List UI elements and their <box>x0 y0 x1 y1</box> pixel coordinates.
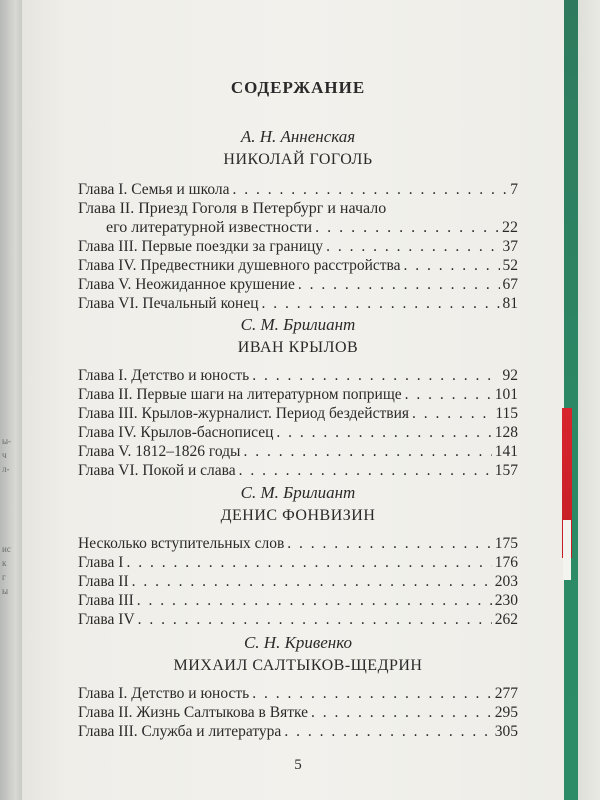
facing-page-fragment: ч <box>2 450 7 460</box>
leader-dots <box>138 610 492 629</box>
facing-page-fragment: ы <box>2 586 9 596</box>
toc-entry-page: 141 <box>494 443 518 460</box>
toc-entry[interactable] <box>78 237 518 256</box>
toc-entry-page: 52 <box>502 257 518 274</box>
toc-entry-page: 7 <box>510 181 518 198</box>
toc-entry[interactable] <box>78 684 518 703</box>
toc-entry-label: Глава VI. Печальный конец <box>78 295 259 312</box>
toc-entry[interactable] <box>78 442 518 461</box>
toc-entry-page: 175 <box>494 535 518 552</box>
toc-entry[interactable] <box>78 385 518 404</box>
leader-dots <box>276 423 491 442</box>
toc-entry[interactable] <box>78 534 518 553</box>
leader-dots <box>412 404 492 423</box>
toc-entry-label: Глава II. Приезд Гоголя в Петербург и начало <box>78 200 387 217</box>
toc-entry-page: 67 <box>502 276 518 293</box>
section-book-title: НИКОЛАЙ ГОГОЛЬ <box>223 151 373 168</box>
toc-entry[interactable] <box>78 404 518 423</box>
toc-entry-label: Глава III <box>78 592 134 609</box>
facing-page-fragment: к <box>2 558 7 568</box>
facing-page-fragment: г <box>2 572 6 582</box>
leader-dots <box>404 256 500 275</box>
toc-entry[interactable] <box>78 423 518 442</box>
facing-page-fragment: ы- <box>2 436 12 446</box>
leader-dots <box>252 684 492 703</box>
leader-dots <box>311 703 492 722</box>
toc-entry-page: 305 <box>494 723 518 740</box>
leader-dots <box>252 366 499 385</box>
section-book-title: МИХАИЛ САЛТЫКОВ-ЩЕДРИН <box>173 657 423 674</box>
toc-entry[interactable] <box>78 553 518 572</box>
toc-entry-page: 277 <box>494 685 518 702</box>
leader-dots <box>262 294 500 313</box>
toc-entry[interactable] <box>78 591 518 610</box>
page-number: 5 <box>294 757 302 773</box>
toc-entry[interactable] <box>78 461 518 480</box>
toc-entry[interactable] <box>78 722 518 741</box>
leader-dots <box>137 591 492 610</box>
toc-entry-label: Глава II. Первые шаги на литературном поприще <box>78 386 402 403</box>
toc-entry-label: Глава III. Первые поездки за границу <box>78 238 324 255</box>
facing-page-edge <box>0 0 22 800</box>
toc-entry-label: Глава I. Семья и школа <box>78 181 230 198</box>
toc-entry-label: Глава VI. Покой и слава <box>78 462 236 479</box>
toc-entry-page: 203 <box>494 573 518 590</box>
toc-entry[interactable] <box>78 610 518 629</box>
toc-entry-page: 81 <box>502 295 518 312</box>
section-author: С. М. Брилиант <box>240 483 356 502</box>
toc-entry-label: Несколько вступительных слов <box>78 535 285 552</box>
leader-dots <box>126 553 491 572</box>
page-title: СОДЕРЖАНИЕ <box>230 78 366 97</box>
toc-entry-page: 37 <box>502 238 518 255</box>
toc-entry-label: Глава I. Детство и юность <box>78 685 250 702</box>
toc-entry-page: 128 <box>494 424 518 441</box>
cover-stripe-green <box>564 0 578 800</box>
toc-entry-label: Глава V. Неожиданное крушение <box>78 276 295 293</box>
toc-entry-page: 295 <box>494 704 518 721</box>
section-author: С. Н. Кривенко <box>243 633 353 652</box>
toc-section-fonvizin <box>78 482 518 629</box>
book-page <box>22 0 570 800</box>
leader-dots <box>243 442 491 461</box>
facing-page-fragment: ис <box>2 544 11 554</box>
toc-entry-page: 101 <box>494 386 518 403</box>
leader-dots <box>287 534 491 553</box>
leader-dots <box>326 237 499 256</box>
toc-entry-label: Глава III. Крылов-журналист. Период бездействия <box>78 405 410 422</box>
toc-entry-page: 157 <box>494 462 518 479</box>
toc-entry-label: Глава I. Детство и юность <box>78 367 250 384</box>
toc-entry-label: Глава V. 1812–1826 годы <box>78 443 241 460</box>
toc-entry[interactable] <box>78 256 518 275</box>
toc-entry-page: 230 <box>494 592 518 609</box>
toc-entry[interactable] <box>78 180 518 199</box>
toc-entry-label: Глава IV <box>78 611 135 628</box>
toc-entry[interactable] <box>78 366 518 385</box>
facing-page-fragment: л- <box>2 464 10 474</box>
toc-entry-label: Глава II <box>78 573 129 590</box>
leader-dots <box>284 722 491 741</box>
toc-section-saltykov <box>78 632 518 741</box>
toc-entry-page: 22 <box>502 219 518 236</box>
section-author: А. Н. Анненская <box>240 127 356 146</box>
toc-entry[interactable] <box>78 703 518 722</box>
toc-entry-label: Глава IV. Предвестники душевного расстройства <box>78 257 401 274</box>
toc-entry[interactable] <box>78 199 518 237</box>
toc-entry-page: 115 <box>495 405 518 422</box>
toc-entry-label: Глава I <box>78 554 124 571</box>
toc-entry[interactable] <box>78 275 518 294</box>
leader-dots <box>233 180 508 199</box>
toc-entry-label-continued: его литературной известности <box>106 219 313 236</box>
toc-entry-page: 176 <box>494 554 518 571</box>
toc-entry-label: Глава III. Служба и литература <box>78 723 282 740</box>
toc-entry-label: Глава II. Жизнь Салтыкова в Вятке <box>78 704 308 721</box>
leader-dots <box>405 385 492 404</box>
leader-dots <box>239 461 492 480</box>
section-book-title: ДЕНИС ФОНВИЗИН <box>220 507 376 524</box>
toc-section-gogol <box>78 126 518 313</box>
section-author: С. М. Брилиант <box>240 315 356 334</box>
cover-stripe-white <box>563 520 571 580</box>
toc-entry[interactable] <box>78 294 518 313</box>
leader-dots <box>315 218 499 237</box>
toc-entry-page: 262 <box>494 611 518 628</box>
toc-entry[interactable] <box>78 572 518 591</box>
toc-section-krylov <box>78 314 518 480</box>
leader-dots <box>298 275 500 294</box>
leader-dots <box>132 572 492 591</box>
toc-entry-page: 92 <box>502 367 518 384</box>
section-book-title: ИВАН КРЫЛОВ <box>237 339 359 356</box>
toc-entry-label: Глава IV. Крылов-баснописец <box>78 424 274 441</box>
